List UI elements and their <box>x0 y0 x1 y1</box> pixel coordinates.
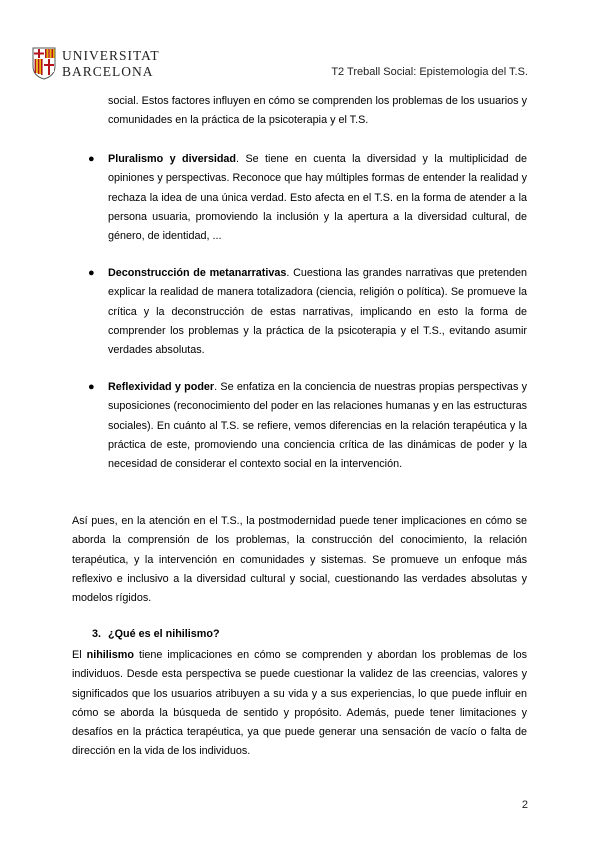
university-logo <box>32 46 162 84</box>
section-title: ¿Qué es el nihilismo? <box>108 628 220 640</box>
nihilism-lead: El <box>72 649 87 661</box>
continuation-paragraph: social. Estos factores influyen en cómo se comprenden los problemas de los usuarios y comunidades en la práctica de la psicoterapia y el T.S. <box>108 95 527 127</box>
bullet-item-deconstruccion <box>108 264 527 360</box>
document-title: T2 Treball Social: Epistemologia del T.S. <box>331 66 528 78</box>
bullet-icon: ● <box>88 153 95 165</box>
bullet-text: . Cuestiona las grandes narrativas que pretenden explicar la realidad de manera totalizadora (ciencia, religión o política). Se promueve la crítica y la deconstrucción de estas narrativas, implicando en esto la forma de comprender los problemas y la práctica de la psicoterapia y el T.S., evitando asumir verdades absolutas. <box>108 267 527 357</box>
nihilism-paragraph <box>72 646 527 762</box>
bullet-term: Deconstrucción de metanarrativas <box>108 267 287 279</box>
university-shield-icon <box>32 46 56 80</box>
summary-paragraph: Así pues, en la atención en el T.S., la postmodernidad puede tener implicaciones en cómo se aborda la comprensión de los problemas, la construcción del conocimiento, la relación terapéutica, y la intervención en comunidades y sistemas. Se promueve un enfoque más reflexivo e inclusivo a la diversidad cultural y social, cuestionando las verdades absolutas y modelos rígidos. <box>72 515 527 605</box>
nihilism-term: nihilismo <box>86 649 134 661</box>
section-number: 3. <box>92 628 102 640</box>
page-number: 2 <box>521 799 528 811</box>
section-heading <box>92 628 220 640</box>
bullet-text: . Se enfatiza en la conciencia de nuestras propias perspectivas y suposiciones (reconocimiento del poder en las relaciones humanas y en las estructuras sociales). En cuánto al T.S. se refiere, vemos diferencias en la relación terapéutica y la práctica de este, promoviendo una conciencia crítica de las dinámicas de poder y la necesidad de considerar el contexto social en la intervención. <box>108 381 527 471</box>
bullet-item-pluralismo <box>108 150 527 246</box>
bullet-item-reflexividad <box>108 378 527 474</box>
bullet-icon: ● <box>88 381 95 393</box>
bullet-term: Pluralismo y diversidad <box>108 153 237 165</box>
university-name: UNIVERSITAT BARCELONA <box>62 48 160 79</box>
bullet-term: Reflexividad y poder <box>108 381 215 393</box>
bullet-text: . Se tiene en cuenta la diversidad y la multiplicidad de opiniones y perspectivas. Reconoce que hay múltiples formas de entender la realidad y rechaza la idea de una única verdad. Esto afecta en el T.S. en la forma de atender a la persona usuaria, promoviendo la inclusión y la apertura a la diversidad cultural, de género, de identidad, ... <box>108 153 527 243</box>
nihilism-text: tiene implicaciones en cómo se comprenden y abordan los problemas de los individuos. Desde esta perspectiva se puede cuestionar la validez de las creencias, valores y significados que los usuarios atribuyen a su vida y a sus experiencias, lo que puede influir en cómo se aborda la búsqueda de sentido y propósito. Además, puede tener limitaciones y desafíos en la práctica terapéutica, ya que puede generar una sensación de vacío o falta de dirección en la vida de los individuos. <box>72 649 527 758</box>
bullet-icon: ● <box>88 267 95 279</box>
